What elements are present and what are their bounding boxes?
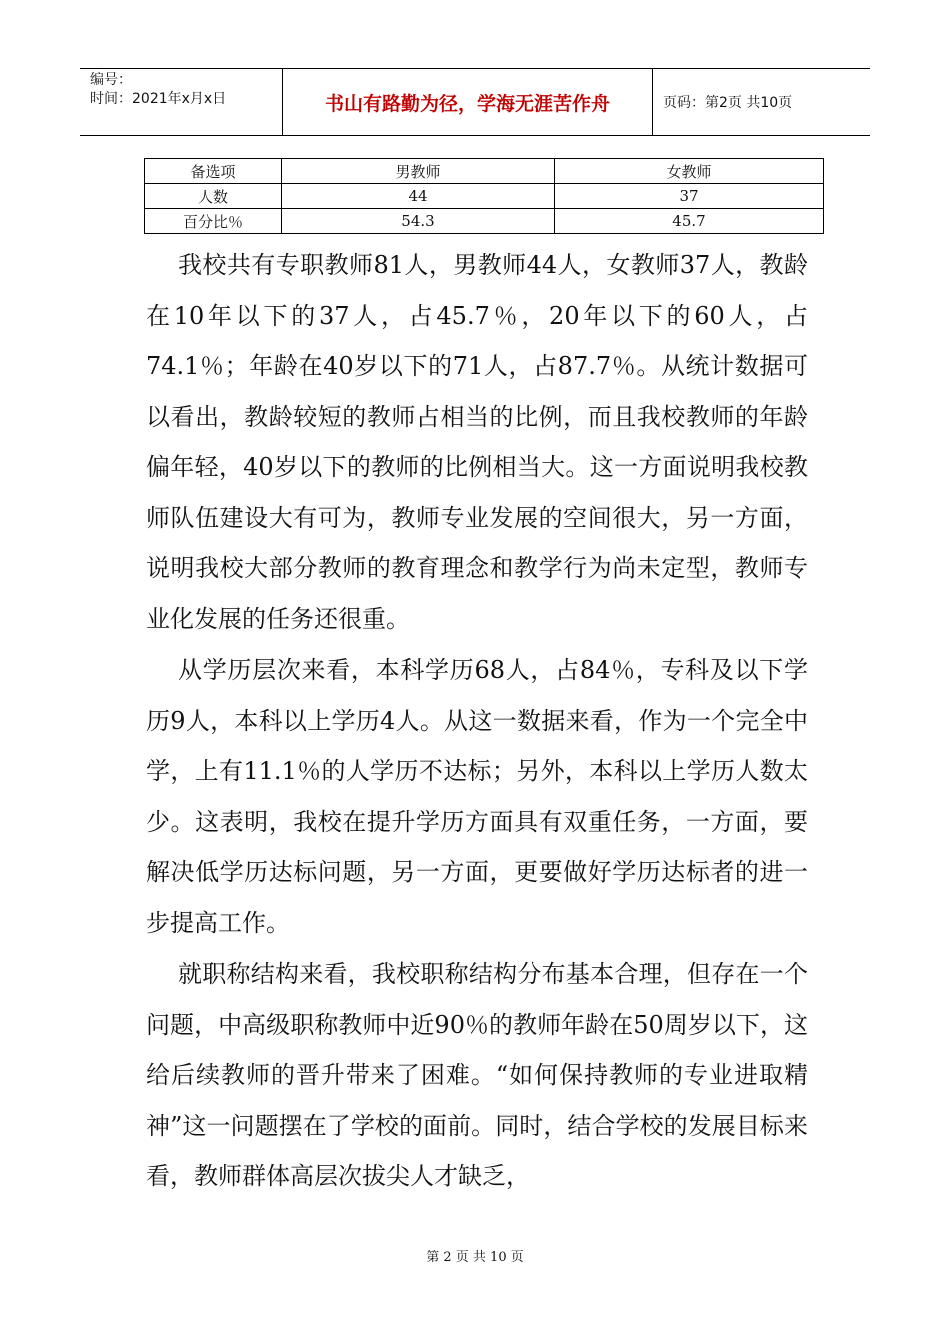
body-text bbox=[146, 240, 808, 1202]
teacher-gender-table bbox=[144, 158, 824, 234]
table-header-cell: 男教师 bbox=[282, 159, 555, 184]
table-row bbox=[145, 209, 824, 234]
serial-label: 编号： bbox=[90, 72, 132, 88]
paragraph: 我校共有专职教师81人，男教师44人，女教师37人，教龄在10年以下的37人，占45.7％，20年以下的60人，占74.1％；年龄在40岁以下的71人，占87.7％。从统计数据可以看出，教龄较短的教师占相当的比例，而且我校教师的年龄偏年轻，40岁以下的教师的比例相当大。这一方面说明我校教师队伍建设大有可为，教师专业发展的空间很大，另一方面，说明我校大部分教师的教育理念和教学行为尚未定型，教师专业化发展的任务还很重。 bbox=[146, 251, 808, 633]
paragraph: 从学历层次来看，本科学历68人，占84％，专科及以下学历9人，本科以上学历4人。从这一数据来看，作为一个完全中学，上有11.1％的人学历不达标；另外，本科以上学历人数太少。这表明，我校在提升学历方面具有双重任务，一方面，要解决低学历达标问题，另一方面，更要做好学历达标者的进一步提高工作。 bbox=[146, 656, 808, 937]
table-cell: 44 bbox=[282, 184, 555, 209]
header-page-indicator: 页码：第2页 共10页 bbox=[663, 95, 793, 111]
header-motto: 书山有路勤为径，学海无涯苦作舟 bbox=[283, 69, 653, 135]
page-header bbox=[80, 68, 870, 136]
table-cell: 人数 bbox=[145, 184, 282, 209]
table-cell: 45.7 bbox=[555, 209, 824, 234]
header-meta bbox=[80, 69, 283, 135]
page-footer: 第 2 页 共 10 页 bbox=[426, 1250, 524, 1265]
table-row bbox=[145, 184, 824, 209]
table-header-cell: 备选项 bbox=[145, 159, 282, 184]
paragraph: 就职称结构来看，我校职称结构分布基本合理，但存在一个问题，中高级职称教师中近90％的教师年龄在50周岁以下，这给后续教师的晋升带来了困难。“如何保持教师的专业进取精神”这一问题摆在了学校的面前。同时，结合学校的发展目标来看，教师群体高层次拔尖人才缺乏， bbox=[146, 960, 808, 1190]
table-header-row bbox=[145, 159, 824, 184]
table-cell: 百分比％ bbox=[145, 209, 282, 234]
time-label: 时间：2021年x月x日 bbox=[90, 91, 227, 107]
table-cell: 37 bbox=[555, 184, 824, 209]
table-cell: 54.3 bbox=[282, 209, 555, 234]
table-header-cell: 女教师 bbox=[555, 159, 824, 184]
